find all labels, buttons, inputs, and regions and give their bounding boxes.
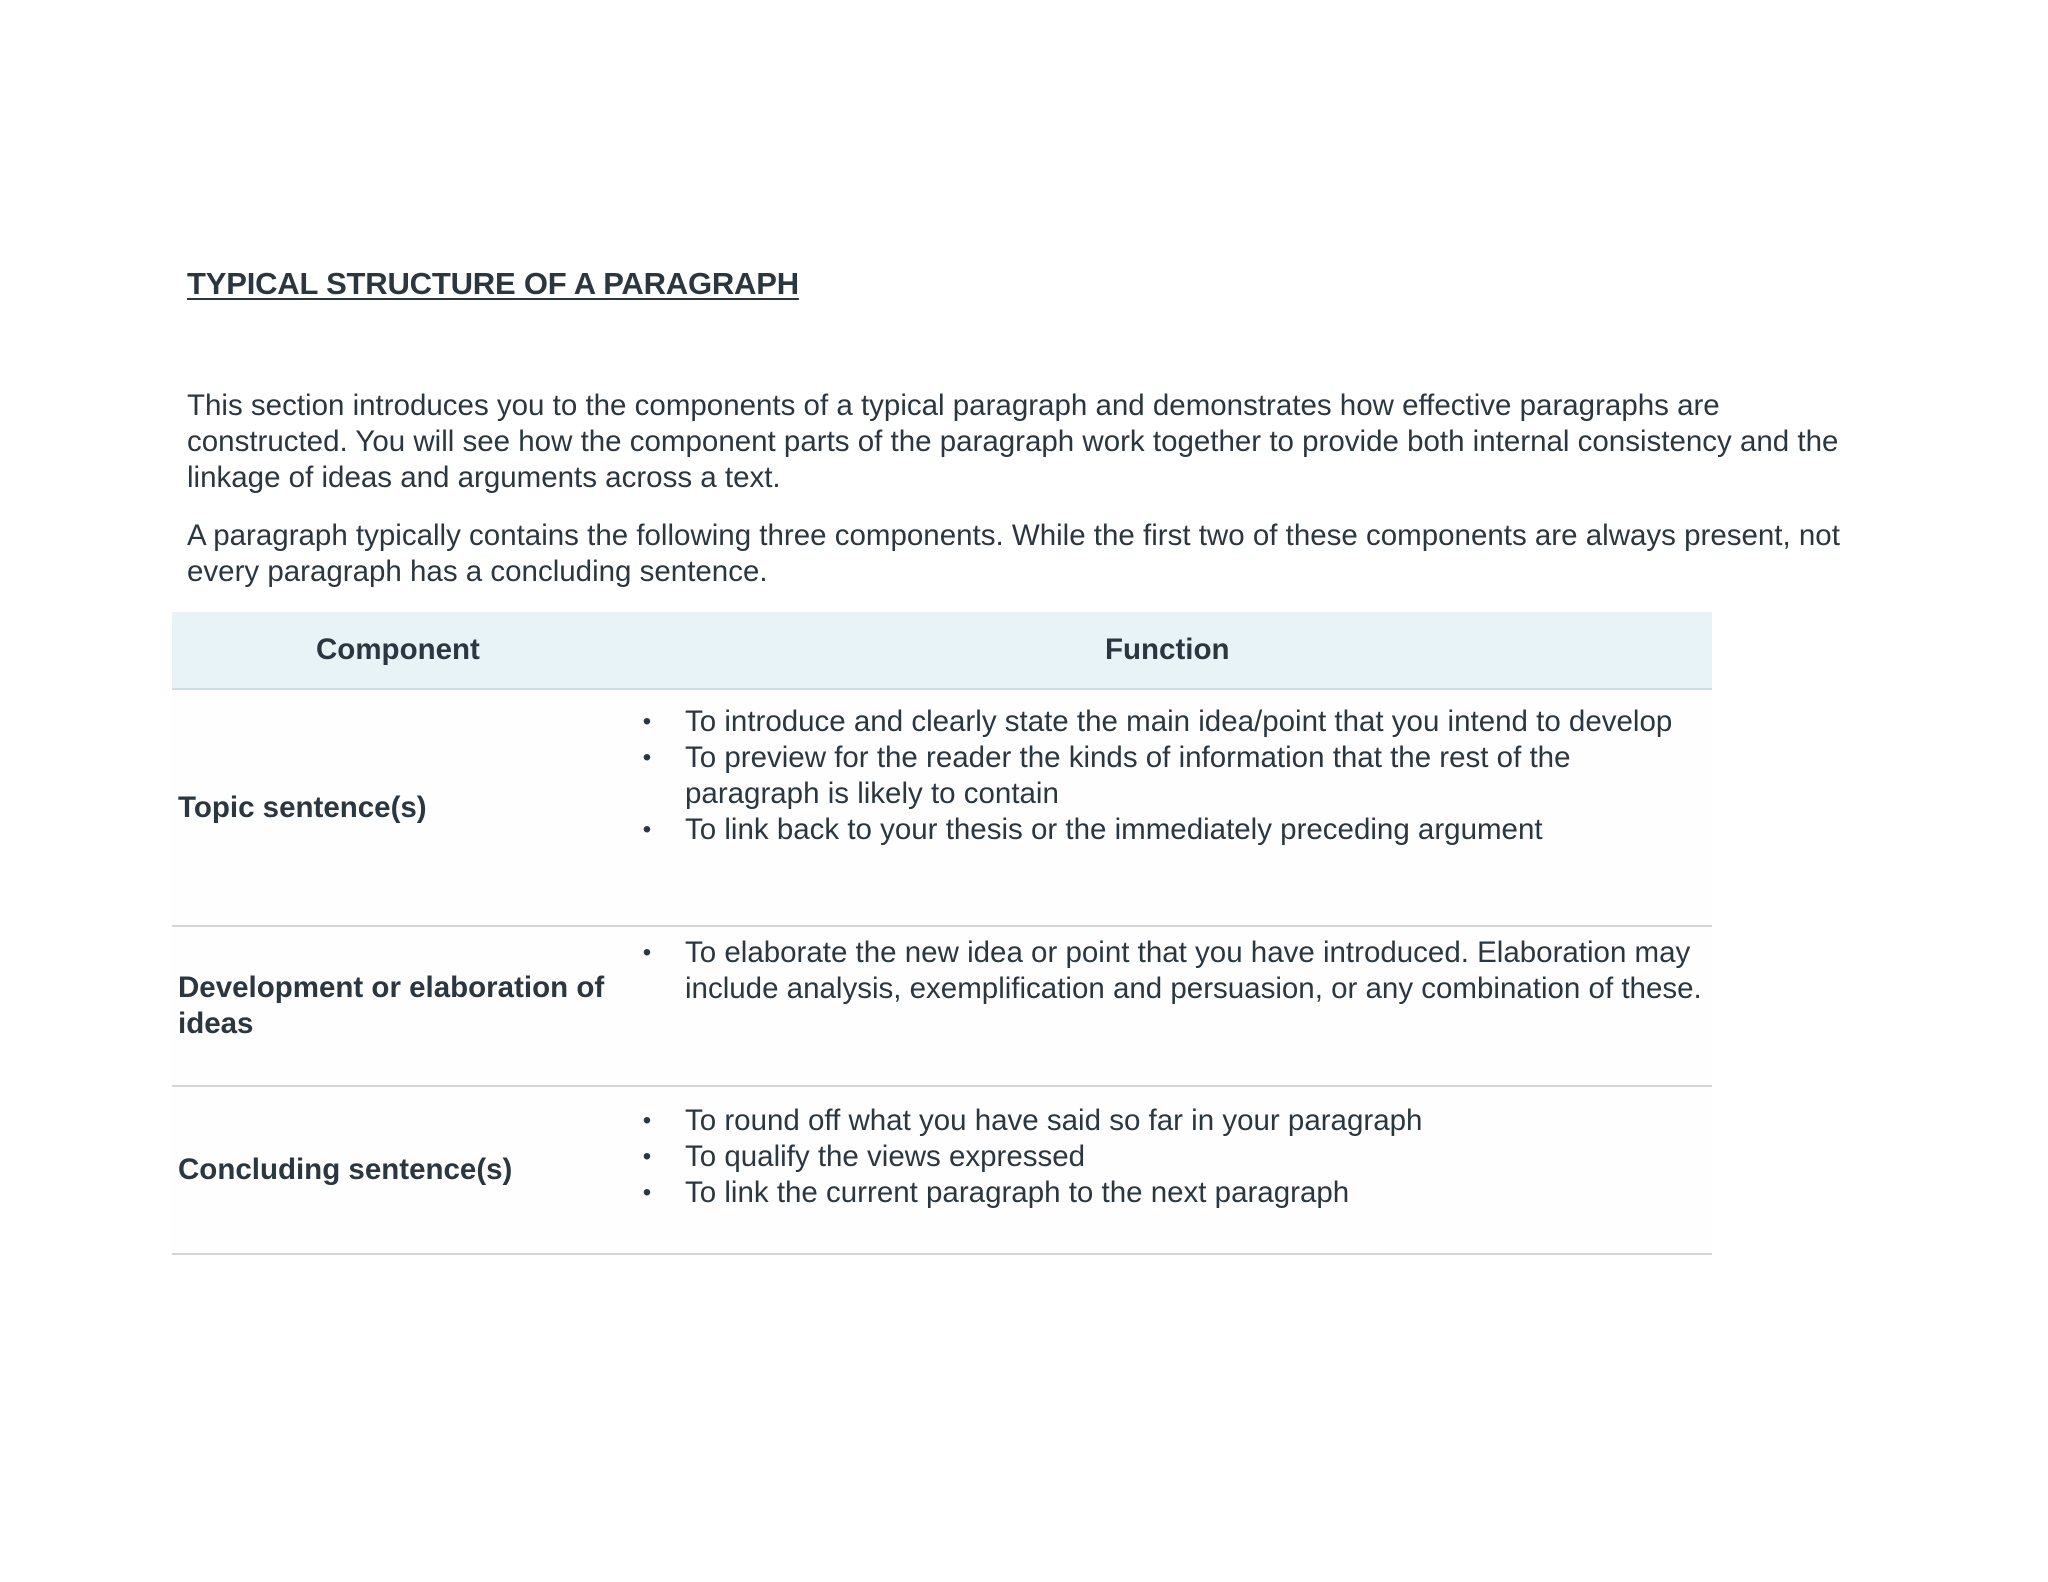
list-item [172, 935, 1712, 1007]
function-text: To qualify the views expressed [685, 1140, 1086, 1173]
function-text: To round off what you have said so far in your paragraph [685, 1104, 1423, 1137]
function-text: To preview for the reader the kinds of information that the rest of the paragraph is likely to contain [685, 741, 1571, 810]
function-cell [632, 689, 1712, 926]
header-function: Function [632, 612, 1712, 689]
list-item [172, 1139, 1712, 1175]
function-text: To link back to your thesis or the immediately preceding argument [685, 813, 1543, 846]
list-item [172, 704, 1712, 740]
component-cell: Development or elaboration of ideas [172, 926, 632, 1086]
bullet-icon: • [642, 1107, 652, 1134]
intro-paragraph: This section introduces you to the components of a typical paragraph and demonstrates how effective paragraphs are constructed. You will see how the component parts of the paragraph work together to provide both internal consistency and the linkage of ideas and arguments across a text. [187, 389, 1839, 494]
table-row [172, 1086, 1712, 1254]
list-item [172, 1175, 1712, 1211]
function-text: To introduce and clearly state the main idea/point that you intend to develop [685, 705, 1673, 738]
bullet-icon: • [642, 744, 652, 771]
header-component: Component [172, 612, 632, 689]
table-row [172, 926, 1712, 1086]
list-item [172, 740, 1712, 812]
component-cell: Concluding sentence(s) [172, 1086, 632, 1254]
bullet-icon: • [642, 1179, 652, 1206]
function-text: To link the current paragraph to the next paragraph [685, 1176, 1350, 1209]
bullet-icon: • [642, 816, 652, 843]
function-cell [632, 1086, 1712, 1254]
function-text: To elaborate the new idea or point that you have introduced. Elaboration may include analysis, exemplification and persuasion, or any combination of these. [685, 936, 1702, 1005]
list-item [172, 1103, 1712, 1139]
intro-paragraph: A paragraph typically contains the following three components. While the first two of these components are always present, not every paragraph has a concluding sentence. [187, 519, 1840, 588]
function-cell [632, 926, 1712, 1086]
function-list [632, 1103, 1712, 1211]
table-header-row [172, 612, 1712, 689]
function-list [632, 935, 1712, 1007]
bullet-icon: • [642, 1143, 652, 1170]
component-cell: Topic sentence(s) [172, 689, 632, 926]
list-item [172, 812, 1712, 848]
bullet-icon: • [642, 708, 652, 735]
bullet-icon: • [642, 939, 652, 966]
function-list [632, 704, 1712, 848]
table-row [172, 689, 1712, 926]
component-function-table [172, 612, 1712, 1255]
page-title: TYPICAL STRUCTURE OF A PARAGRAPH [187, 266, 799, 301]
